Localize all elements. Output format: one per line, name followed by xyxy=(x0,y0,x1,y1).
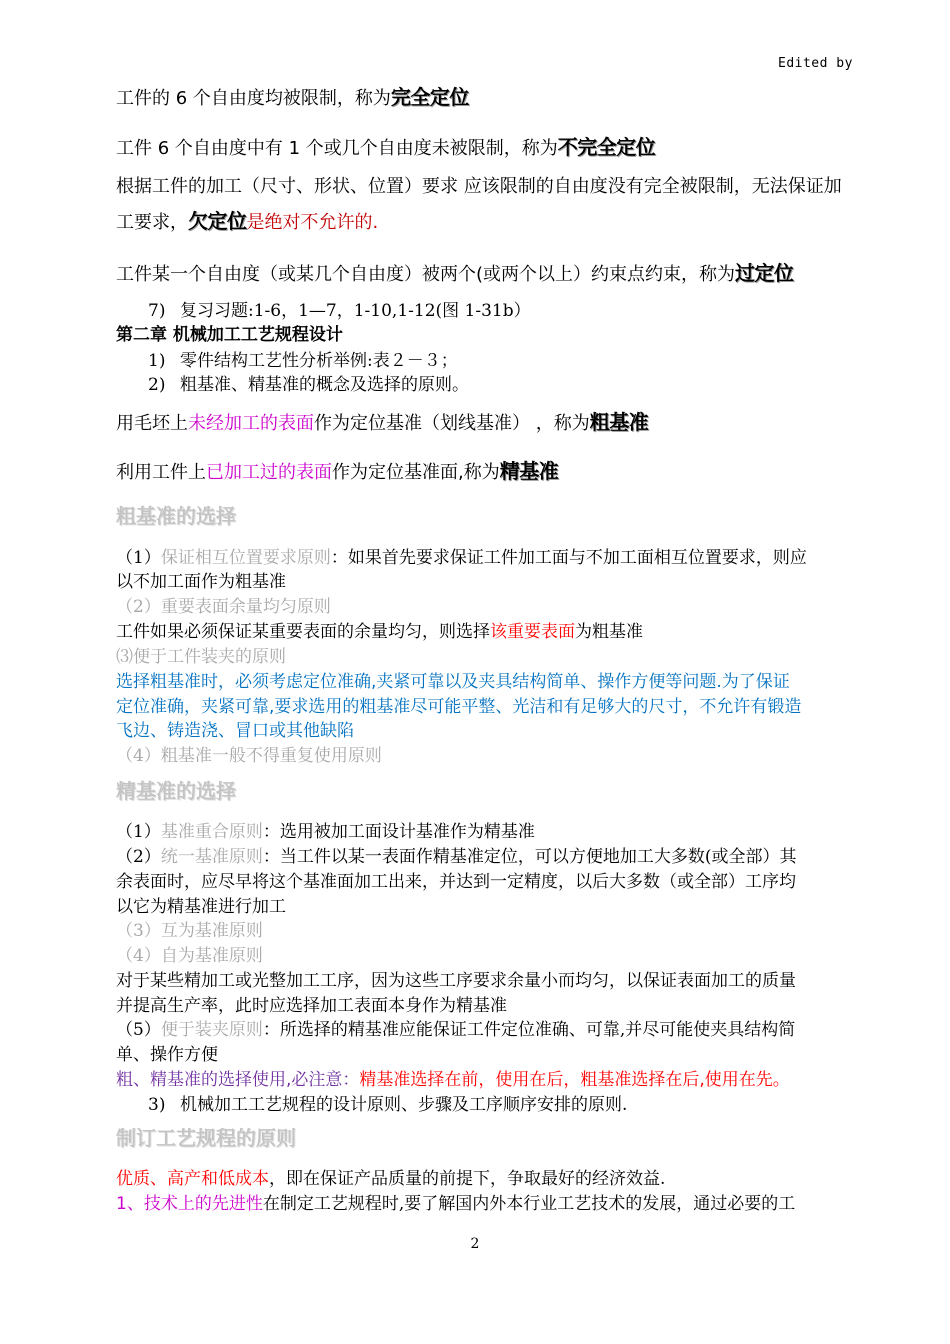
term-incomplete: 不完全定位 xyxy=(557,135,656,159)
principle-text: ：如果首先要求保证工件加工面与不加工面相互位置要求，则应 xyxy=(330,548,807,568)
def-text: 作为定位基准面,称为 xyxy=(332,462,500,483)
def-over-positioning xyxy=(116,262,794,286)
def-fine-datum xyxy=(116,460,558,484)
def-text: 作为定位基准（划线基准） ，称为 xyxy=(314,413,590,434)
list-text: 零件结构工艺性分析举例:表２－３； xyxy=(180,351,458,371)
fine-principle-1 xyxy=(116,821,535,843)
principle-text: ：选用被加工面设计基准作为精基准 xyxy=(262,822,535,842)
highlight-unmachined-surface: 未经加工的表面 xyxy=(188,413,314,434)
term-under: 欠定位 xyxy=(188,209,247,233)
def-text: 工件某一个自由度（或某几个自由度）被两个(或两个以上）约束点约束，称为 xyxy=(116,264,736,285)
principle-number: （1） xyxy=(116,548,161,568)
def-text: 工件 6 个自由度中有 1 个或几个自由度未被限制，称为 xyxy=(116,138,558,159)
list-item-3 xyxy=(148,1094,627,1116)
highlight-quality-goal: 优质、高产和低成本 xyxy=(116,1169,269,1189)
highlight-important-surface: 该重要表面 xyxy=(490,622,575,642)
heading-process-principles: 制订工艺规程的原则 xyxy=(116,1126,296,1150)
list-text: 粗基准、精基准的概念及选择的原则。 xyxy=(180,375,469,395)
list-text: 复习习题:1-6，1—7，1-10,1-12(图 1-31b） xyxy=(180,301,531,321)
principle-text: ：所选择的精基准应能保证工件定位准确、可靠,并尽可能使夹具结构简 xyxy=(262,1020,796,1040)
def-complete-positioning xyxy=(116,86,469,110)
def-text: 工件的 6 个自由度均被限制，称为 xyxy=(116,88,391,109)
def-text: 工要求， xyxy=(116,212,188,233)
fine-principle-3-title: （3）互为基准原则 xyxy=(116,921,263,941)
datum-usage-note xyxy=(116,1069,790,1091)
note-rule: 精基准选择在前，使用在后，粗基准选择在后,使用在先。 xyxy=(359,1070,790,1090)
header-edited-by: Edited by xyxy=(778,56,853,71)
page-number: 2 xyxy=(470,1236,480,1252)
principles-line1 xyxy=(116,1168,665,1190)
list-item-2 xyxy=(148,374,469,396)
fine-principle-2 xyxy=(116,846,796,868)
principle-name: 便于装夹原则 xyxy=(160,1020,263,1040)
rough-principle-3-line1: 选择粗基准时，必须考虑定位准确,夹紧可靠以及夹具结构简单、操作方便等问题.为了保证 xyxy=(116,672,790,692)
term-over: 过定位 xyxy=(735,261,794,285)
def-under-line2 xyxy=(116,210,378,234)
principle-name: 保证相互位置要求原则 xyxy=(160,548,331,568)
fine-principle-4-line2: 并提高生产率，此时应选择加工表面本身作为精基准 xyxy=(116,996,507,1016)
fine-principle-4-line1: 对于某些精加工或光整加工工序，因为这些工序要求余量小而均匀，以保证表面加工的质量 xyxy=(116,971,796,991)
principle-number: （5） xyxy=(116,1020,161,1040)
def-text: 用毛坯上 xyxy=(116,413,188,434)
term-complete: 完全定位 xyxy=(390,85,469,109)
rough-principle-1-line2: 以不加工面作为粗基准 xyxy=(116,572,286,592)
principles-text: 在制定工艺规程时,要了解国内外本行业工艺技术的发展，通过必要的工 xyxy=(262,1194,796,1214)
fine-principle-5 xyxy=(116,1019,795,1041)
rough-principle-2-title: （2）重要表面余量均匀原则 xyxy=(116,597,331,617)
fine-principle-2-line2: 余表面时，应尽早将这个基准面加工出来，并达到一定精度，以后大多数（或全部）工序均 xyxy=(116,872,796,892)
list-number: 2) xyxy=(148,375,166,395)
list-number: 1) xyxy=(148,351,166,371)
principle-name: 基准重合原则 xyxy=(160,822,263,842)
term-rough-datum: 粗基准 xyxy=(589,410,649,434)
fine-principle-4-title: （4）自为基准原则 xyxy=(116,946,263,966)
chapter-2-title: 第二章 机械加工工艺规程设计 xyxy=(116,325,343,345)
rough-principle-2-text xyxy=(116,621,643,643)
list-item-7 xyxy=(148,300,531,322)
rough-principle-4-title: （4）粗基准一般不得重复使用原则 xyxy=(116,746,382,766)
principle-number: （2） xyxy=(116,847,161,867)
list-item-1 xyxy=(148,350,458,372)
list-number: 3) xyxy=(148,1095,166,1115)
rough-principle-3-line2: 定位准确，夹紧可靠,要求选用的粗基准尽可能平整、光洁和有足够大的尺寸，不允许有锻造 xyxy=(116,697,802,717)
heading-fine-selection: 精基准的选择 xyxy=(116,779,236,803)
principle-name: 统一基准原则 xyxy=(160,847,263,867)
list-number: 7) xyxy=(148,301,166,321)
def-rough-datum xyxy=(116,411,648,435)
list-text: 机械加工工艺规程的设计原则、步骤及工序顺序安排的原则. xyxy=(180,1095,628,1115)
highlight-machined-surface: 已加工过的表面 xyxy=(206,462,332,483)
heading-rough-selection: 粗基准的选择 xyxy=(116,504,236,528)
principles-line2 xyxy=(116,1193,795,1215)
def-under-warning: 是绝对不允许的. xyxy=(246,212,379,233)
note-lead: 粗、精基准的选择使用,必注意： xyxy=(116,1070,360,1090)
fine-principle-5-line2: 单、操作方便 xyxy=(116,1045,218,1065)
fine-principle-2-line3: 以它为精基准进行加工 xyxy=(116,897,286,917)
def-under-line1: 根据工件的加工（尺寸、形状、位置）要求 应该限制的自由度没有完全被限制，无法保证加 xyxy=(116,176,842,197)
principles-text: ，即在保证产品质量的前提下，争取最好的经济效益. xyxy=(269,1169,666,1189)
highlight-advanced-technology: 1、技术上的先进性 xyxy=(116,1194,263,1214)
principle-text: ：当工件以某一表面作精基准定位，可以方便地加工大多数(或全部）其 xyxy=(262,847,797,867)
rough-principle-1 xyxy=(116,547,807,569)
principle-text: 工件如果必须保证某重要表面的余量均匀，则选择 xyxy=(116,622,490,642)
term-fine-datum: 精基准 xyxy=(499,459,559,483)
principle-text: 为粗基准 xyxy=(575,622,643,642)
def-text: 利用工件上 xyxy=(116,462,206,483)
principle-number: （1） xyxy=(116,822,161,842)
rough-principle-3-title: ⑶便于工件装夹的原则 xyxy=(116,647,286,667)
rough-principle-3-line3: 飞边、铸造浇、冒口或其他缺陷 xyxy=(116,721,354,741)
def-incomplete-positioning xyxy=(116,136,655,160)
